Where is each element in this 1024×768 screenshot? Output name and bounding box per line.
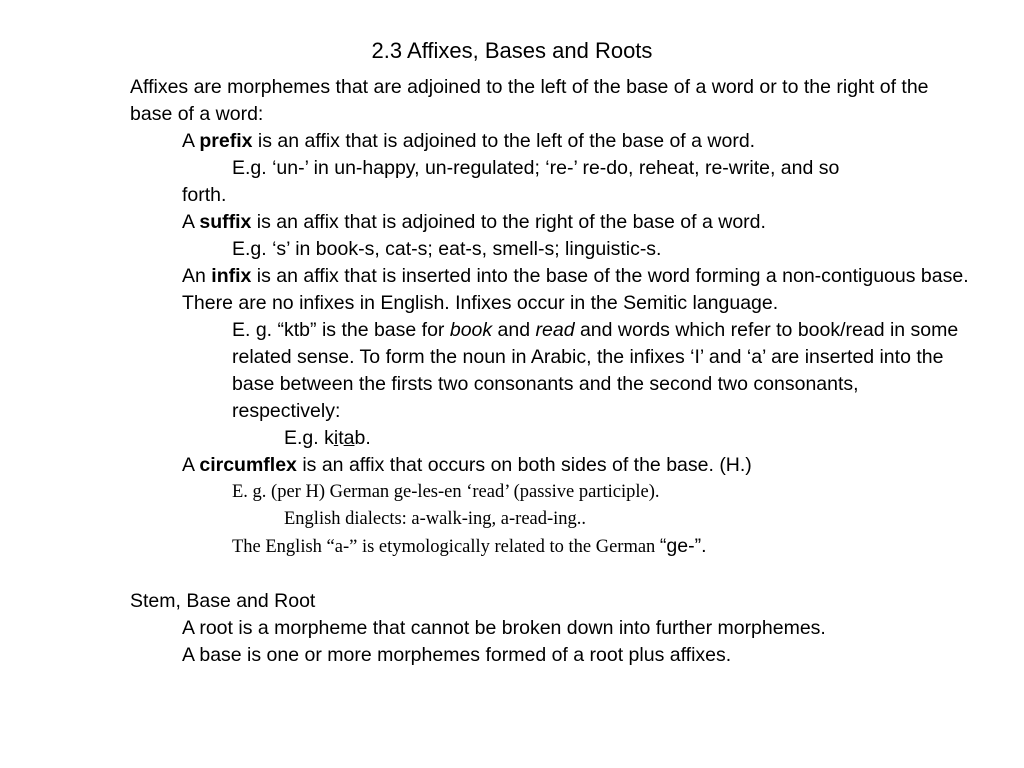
infix-lead: An xyxy=(182,265,212,287)
infix-example-and: and xyxy=(492,319,536,341)
section-heading: Stem, Base and Root xyxy=(130,590,316,612)
suffix-rest: is an affix that is adjoined to the right of the base of a word. xyxy=(251,211,766,233)
kitab-post: b. xyxy=(354,427,371,449)
circumflex-note-pre: The English “a-” is etymologically related to the German xyxy=(232,537,660,557)
infix-rest: is an affix that is inserted into the base of the word forming a non-contiguous base. There are no infixes in English. Infixes occur in the Semitic language. xyxy=(182,265,969,314)
slide-body xyxy=(130,74,970,669)
prefix-definition xyxy=(130,128,970,155)
suffix-lead: A xyxy=(182,211,200,233)
circumflex-note-ge: “ge-”. xyxy=(659,535,707,557)
suffix-example: E.g. ‘s’ in book-s, cat-s; eat-s, smell-s; linguistic-s. xyxy=(232,238,662,260)
infix-example-book: book xyxy=(449,319,493,341)
circumflex-term: circumflex xyxy=(199,454,297,476)
infix-example-post: and words which refer to book/read in some related sense. To form the noun in Arabic, the infixes ‘I’ and ‘a’ are inserted into the base between the firsts two consonants and the second two consonants, respectively: xyxy=(232,319,959,422)
kitab-infix-a: a xyxy=(343,427,355,449)
prefix-lead: A xyxy=(182,130,200,152)
base-definition: A base is one or more morphemes formed of a root plus affixes. xyxy=(182,644,732,666)
spacer xyxy=(130,561,970,588)
infix-definition xyxy=(130,263,970,317)
circumflex-german-example: E. g. (per H) German ge-les-en ‘read’ (passive participle). xyxy=(232,482,660,502)
suffix-definition xyxy=(130,209,970,236)
circumflex-note xyxy=(130,533,970,561)
intro-paragraph: Affixes are morphemes that are adjoined to the left of the base of a word or to the right of the base of a word: xyxy=(130,76,929,125)
prefix-example-continued: forth. xyxy=(182,184,227,206)
kitab-example xyxy=(130,425,970,452)
infix-example-pre: E. g. “ktb” is the base for xyxy=(232,319,450,341)
circumflex-lead: A xyxy=(182,454,200,476)
prefix-example: E.g. ‘un-’ in un-happy, un-regulated; ‘re-’ re-do, reheat, re-write, and so xyxy=(232,157,840,179)
infix-example xyxy=(130,317,970,425)
root-definition: A root is a morpheme that cannot be broken down into further morphemes. xyxy=(182,617,826,639)
circumflex-rest: is an affix that occurs on both sides of the base. (H.) xyxy=(296,454,752,476)
circumflex-english-example: English dialects: a-walk-ing, a-read-ing.. xyxy=(284,509,587,529)
circumflex-definition xyxy=(130,452,970,479)
kitab-pre: E.g. k xyxy=(284,427,334,449)
page-title: 2.3 Affixes, Bases and Roots xyxy=(371,38,653,63)
infix-example-read: read xyxy=(535,319,575,341)
prefix-term: prefix xyxy=(199,130,253,152)
kitab-infix-i: i xyxy=(333,427,339,449)
suffix-term: suffix xyxy=(199,211,252,233)
prefix-rest: is an affix that is adjoined to the left of the base of a word. xyxy=(252,130,756,152)
infix-term: infix xyxy=(211,265,252,287)
kitab-t: t xyxy=(338,427,344,449)
